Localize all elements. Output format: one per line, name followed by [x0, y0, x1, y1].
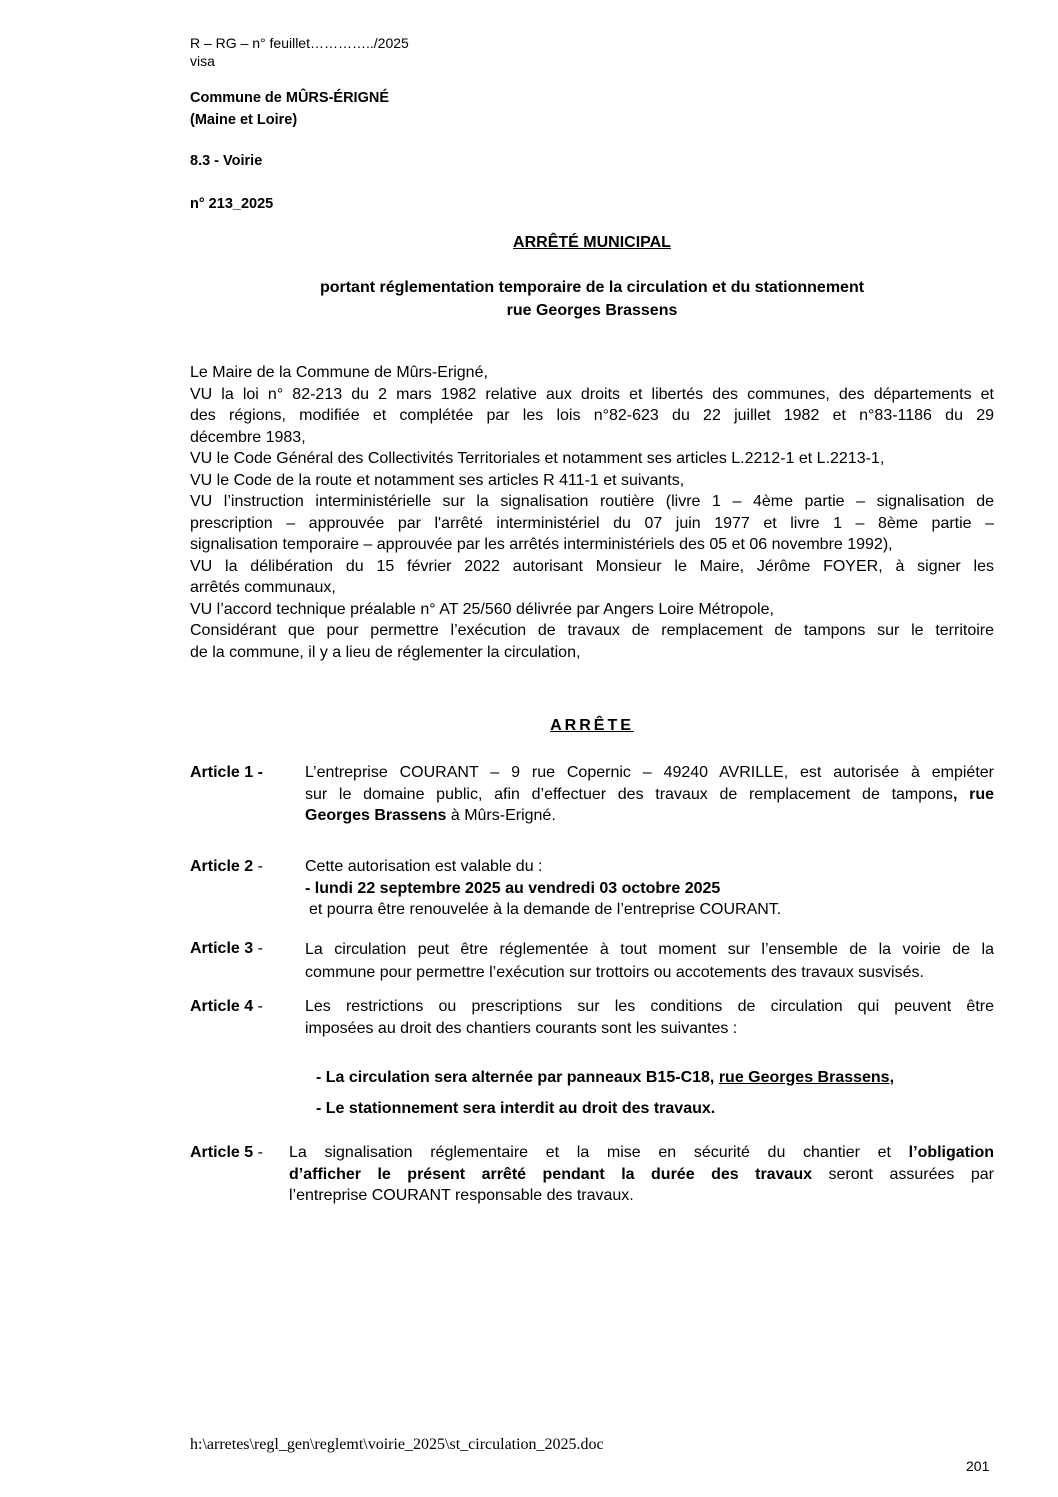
article-3-text: [305, 938, 994, 984]
article-4-item-1: - La circulation sera alternée par panneaux B15-C18, rue Georges Brassens,: [316, 1069, 895, 1086]
preamble-line: VU le Code de la route et notamment ses articles R 411-1 et suivants,: [190, 471, 685, 489]
preamble: [190, 362, 994, 663]
article-4-line: imposées au droit des chantiers courants sont les suivantes :: [305, 1019, 738, 1037]
article-5-line: La signalisation réglementaire et la mise en sécurité du chantier et l’obligation: [289, 1144, 994, 1161]
preamble-line: VU l’accord technique préalable n° AT 25/560 délivrée par Angers Loire Métropole,: [190, 600, 774, 618]
article-1-line: Georges Brassens à Mûrs-Erigné.: [305, 807, 556, 824]
article-2-label: Article 2 -: [190, 858, 263, 875]
article-3-label: Article 3 -: [190, 940, 263, 957]
article-3-line: La circulation peut être réglementée à tout moment sur l’ensemble de la voirie de la: [305, 941, 994, 958]
file-path: h:\arretes\regl_gen\reglemt\voirie_2025\st_circulation_2025.doc: [190, 1436, 604, 1453]
article-5-line: l’entreprise COURANT responsable des travaux.: [289, 1187, 634, 1204]
preamble-line: signalisation temporaire – approuvée par les arrêtés interministériels des 05 et 06 novembre 1992),: [190, 536, 893, 553]
article-2-dates: - lundi 22 septembre 2025 au vendredi 03 octobre 2025: [305, 879, 721, 897]
preamble-line: des régions, modifiée et complétée par les lois n°82-623 du 22 juillet 1982 et n°83-1186 du 29: [190, 407, 994, 424]
preamble-line: décembre 1983,: [190, 428, 306, 446]
article-1-line: L’entreprise COURANT – 9 rue Copernic – 49240 AVRILLE, est autorisée à empiéter: [305, 764, 994, 781]
article-3-line: commune pour permettre l’exécution sur trottoirs ou accotements des travaux susvisés.: [305, 964, 924, 981]
preamble-line: arrêtés communaux,: [190, 579, 336, 596]
preamble-line: VU la délibération du 15 février 2022 autorisant Monsieur le Maire, Jérôme FOYER, à signer les: [190, 557, 994, 575]
preamble-line: VU le Code Général des Collectivités Territoriales et notamment ses articles L.2212-1 et L.2213-1,: [190, 450, 885, 467]
visa-label: visa: [190, 53, 215, 69]
article-1-text: [305, 762, 994, 827]
page-number: 201: [966, 1458, 990, 1474]
preamble-line: VU l’instruction interministérielle sur la signalisation routière (livre 1 – 4ème partie – signalisation de: [190, 493, 994, 510]
department-name: (Maine et Loire): [190, 112, 298, 128]
document-subtitle: [190, 276, 994, 322]
subtitle-line-1: portant réglementation temporaire de la circulation et du stationnement: [319, 279, 865, 296]
article-1-line: sur le domaine public, afin d’effectuer des travaux de remplacement de tampons, rue: [305, 785, 994, 803]
preamble-line: Considérant que pour permettre l’exécution de travaux de remplacement de tampons sur le territoire: [190, 622, 994, 639]
article-2-text: [305, 856, 994, 921]
article-4-text: [305, 996, 994, 1039]
reference-line: R – RG – n° feuillet…………../2025: [190, 35, 409, 51]
preamble-line: Le Maire de la Commune de Mûrs-Erigné,: [190, 364, 488, 381]
article-4-label: Article 4 -: [190, 998, 263, 1015]
arrete-heading: ARRÊTE: [550, 717, 634, 734]
commune-name: Commune de MÛRS-ÉRIGNÉ: [190, 90, 389, 106]
article-5-text: [289, 1142, 994, 1207]
preamble-line: VU la loi n° 82-213 du 2 mars 1982 relative aux droits et libertés des communes, des départements et: [190, 385, 994, 403]
article-4-line: Les restrictions ou prescriptions sur les conditions de circulation qui peuvent être: [305, 998, 994, 1015]
document-title: ARRÊTÉ MUNICIPAL: [513, 234, 671, 251]
subtitle-line-2: rue Georges Brassens: [506, 302, 678, 319]
article-4-item-2: - Le stationnement sera interdit au droit des travaux.: [316, 1100, 716, 1117]
article-2-line: Cette autorisation est valable du :: [305, 858, 543, 875]
article-1-label: Article 1 -: [190, 764, 263, 781]
article-5-line: d’afficher le présent arrêté pendant la durée des travaux seront assurées par: [289, 1165, 994, 1183]
article-5-label: Article 5 -: [190, 1144, 263, 1161]
category-label: 8.3 - Voirie: [190, 153, 263, 169]
preamble-line: prescription – approuvée par l'arrêté interministériel du 07 juin 1977 et livre 1 – 8ème partie –: [190, 514, 994, 532]
article-2-line: et pourra être renouvelée à la demande de l’entreprise COURANT.: [309, 901, 782, 918]
preamble-line: de la commune, il y a lieu de réglementer la circulation,: [190, 643, 581, 661]
decree-number: n° 213_2025: [190, 196, 274, 212]
